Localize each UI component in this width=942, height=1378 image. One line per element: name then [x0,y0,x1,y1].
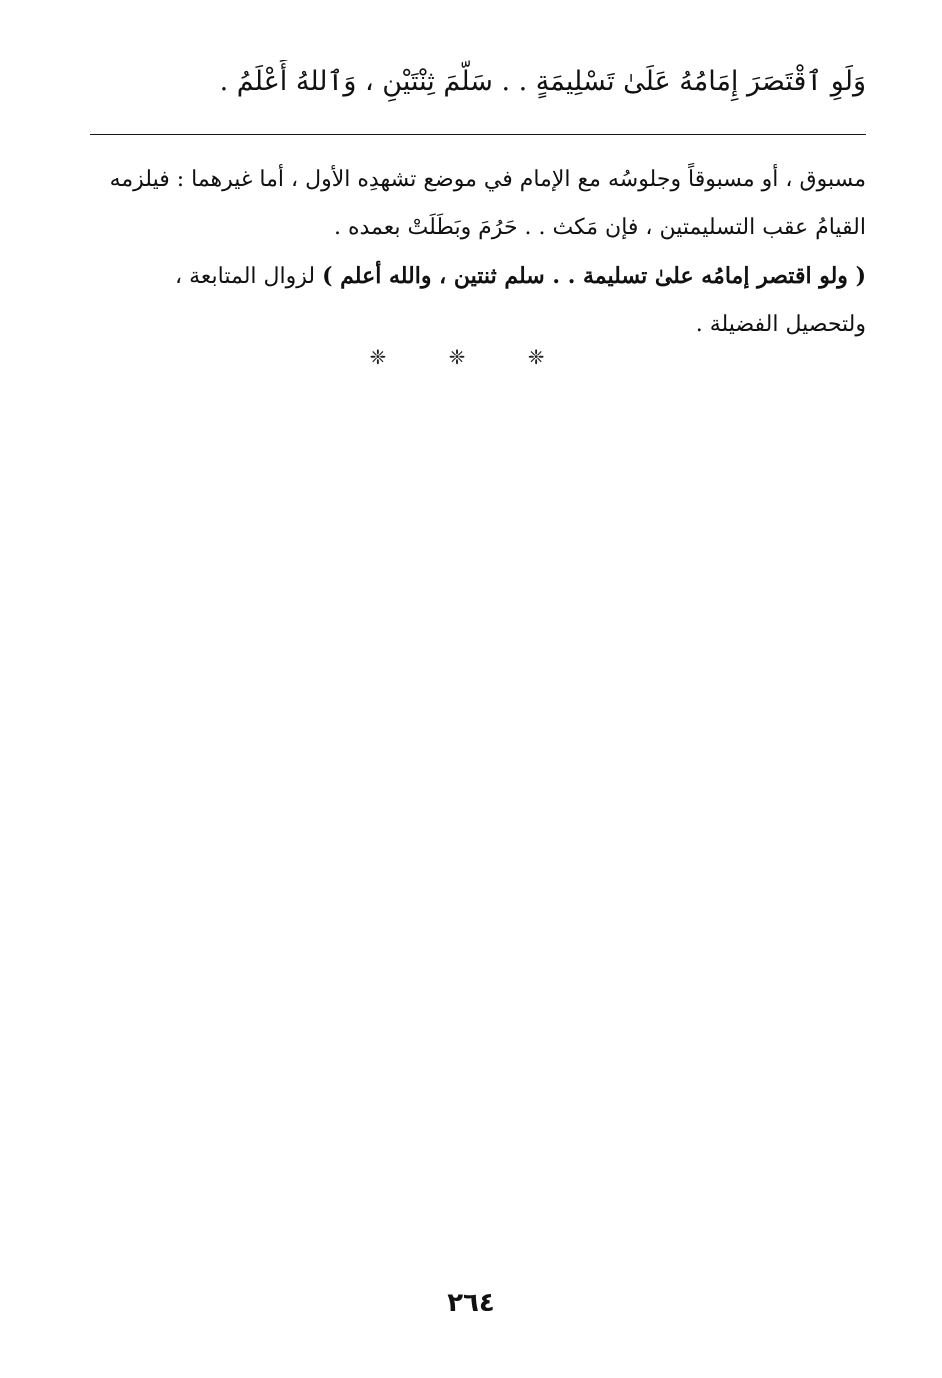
section-divider [90,134,866,135]
commentary-text: مسبوق ، أو مسبوقاً وجلوسُه مع الإمام في موضع تشهدِه الأول ، أما غيرهما : فيلزمه القيامُ عقب التسليمتين ، فإن مَكث . . حَرُمَ وبَطَلَتْ بعمده . [109,167,866,240]
commentary-paragraph [90,252,866,349]
main-text-line: وَلَوِ ٱقْتَصَرَ إِمَامُهُ عَلَىٰ تَسْلِيمَةٍ . . سَلَّمَ ثِنْتَيْنِ ، وَٱللهُ أَعْلَمُ . [219,66,866,97]
commentary-block [90,156,866,349]
commentary-text: لزوال المتابعة ، ولتحصيل الفضيلة . [175,264,866,337]
section-separator-stars: ❈ ❈ ❈ [369,345,573,369]
page-number: ٢٦٤ [447,1288,495,1318]
quoted-main-text: ( ولو اقتصر إمامُه علىٰ تسليمة . . سلم ثنتين ، والله أعلم ) [322,263,866,289]
commentary-paragraph [90,156,866,252]
